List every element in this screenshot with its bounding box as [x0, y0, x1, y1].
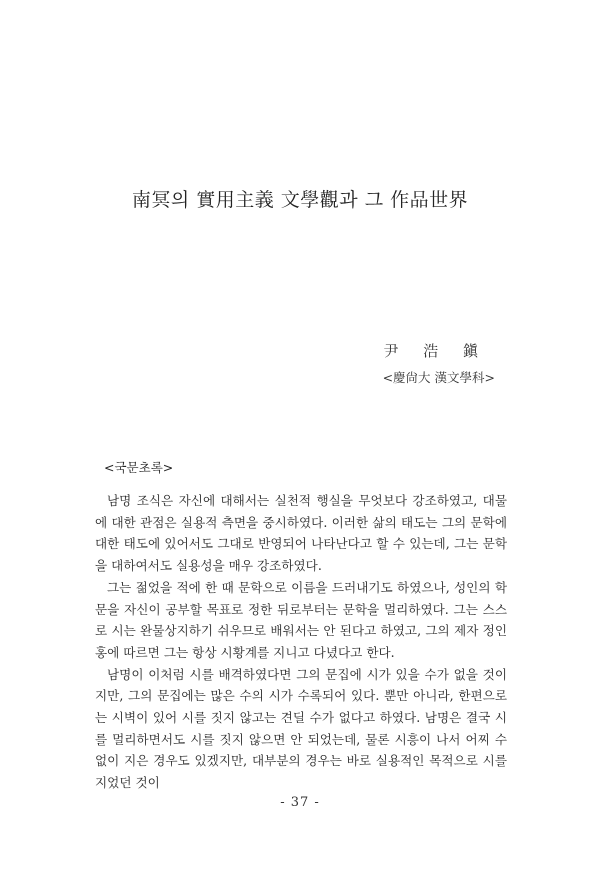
author-name: 尹 浩 鎭 [383, 342, 488, 360]
abstract-paragraph: 남명이 이처럼 시를 배격하였다면 그의 문집에 시가 있을 수가 없을 것이지만, 그의 문집에는 많은 수의 시가 수록되어 있다. 뿐만 아니라, 한편으로는 시벽이 있어 시를 짓지 않고는 견딜 수가 없다고 하였다. 남명은 결국 시를 멀리하면서도 시를 짓지 않으면 안 되었는데, 물론 시흥이 나서 어찌 수 없이 지은 경우도 있겠지만, 대부분의 경우는 바로 실용적인 목적으로 시를 지었던 것이 [95, 666, 507, 791]
paper-title: 南冥의 實用主義 文學觀과 그 作品世界 [131, 189, 469, 211]
abstract-paragraph: 그는 젊었을 적에 한 때 문학으로 이름을 드러내기도 하였으나, 성인의 학문을 자신이 공부할 목표로 정한 뒤로부터는 문학을 멀리하였다. 그는 스스로 시는 완물상지하기 쉬우므로 배워서는 안 된다고 하였고, 그의 제자 정인홍에 따르면 그는 항상 시황계를 지니고 다녔다고 한다. [95, 579, 507, 660]
abstract-body [95, 490, 507, 794]
abstract-label: <국문초록> [104, 460, 174, 475]
author-affiliation: <慶尙大 漢文學科> [382, 370, 495, 385]
abstract-paragraph: 남명 조식은 자신에 대해서는 실천적 행실을 무엇보다 강조하였고, 대물에 대한 관점은 실용적 측면을 중시하였다. 이러한 삶의 태도는 그의 문학에 대한 태도에 있어서도 그대로 반영되어 나타난다고 할 수 있는데, 그는 문학을 대하여서도 실용성을 매우 강조하였다. [95, 493, 507, 574]
page-number: - 37 - [280, 795, 320, 810]
